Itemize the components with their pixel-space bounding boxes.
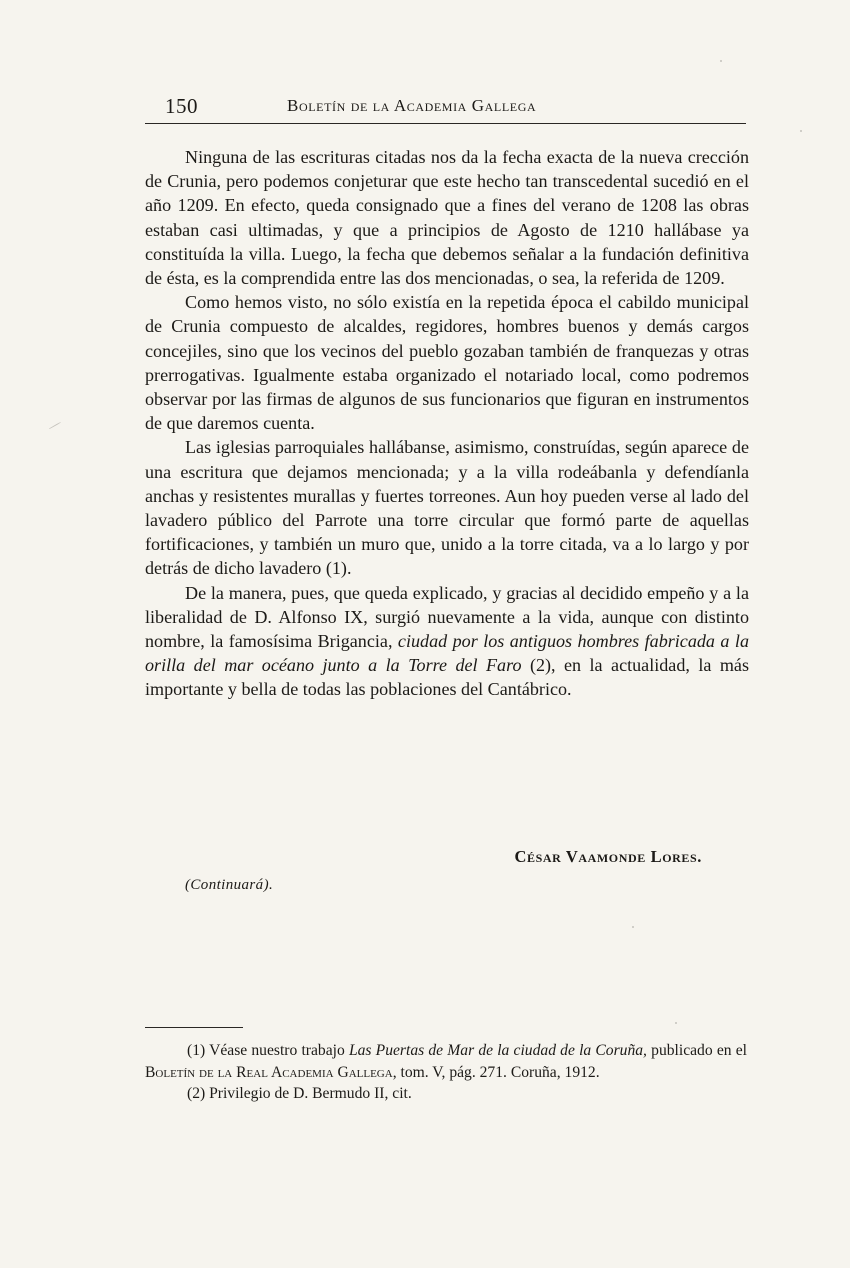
paragraph-4-start: De la manera, pues, que queda explicado, y gracias al decidido empeño y a la liberalidad de D. Alfonso IX, surgió nuevamente a la vida, aunque con distinto nombre, la famosísima Brigancia, — [145, 582, 749, 652]
paragraph-4-end: (2), en la actualidad, la más importante y bella de todas las poblaciones del Cantábrico. — [145, 655, 749, 700]
footnote-2: (2) Privilegio de D. Bermudo II, cit. — [187, 1085, 412, 1102]
footnote-rule — [145, 1027, 243, 1028]
footnote-1-journal: Boletín de la Real Academia Gallega — [145, 1063, 393, 1081]
scan-speck — [49, 422, 62, 430]
paragraph-3: Las iglesias parroquiales hallábanse, asimismo, construídas, según aparece de una escritura que dejamos mencionada; y a la villa rodeábanla y defendíanla anchas y resistentes murallas y fuertes torreones. Aun hoy pueden verse al lado del lavadero público del Parrote una torre circular que formó parte de aquellas fortificaciones, y también un muro que, unido a la torre citada, va a lo largo y por detrás de dicho lavadero (1). — [145, 437, 749, 579]
scan-speck — [800, 130, 802, 132]
author-signature: César Vaamonde Lores. — [514, 847, 702, 866]
page-number: 150 — [165, 94, 198, 118]
footnote-1-title: Las Puertas de Mar de la ciudad de la Coruña, — [348, 1042, 647, 1059]
paragraph-4 — [145, 581, 749, 702]
scan-speck — [632, 926, 634, 928]
body-text — [145, 145, 749, 702]
paragraph-1: Ninguna de las escrituras citadas nos da la fecha exacta de la nueva crección de Crunia, pero podemos conjeturar que este hecho tan transcedental sucedió en el año 1209. En efecto, queda consignado que a fines del verano de 1208 las obras estaban casi ultimadas, y que a principios de Agosto de 1210 hallábase ya constituída la villa. Luego, la fecha que debemos señalar a la fundación definitiva de ésta, es la comprendida entre las dos mencionadas, o sea, la referida de 1209. — [145, 147, 749, 289]
footnote-1-b: publicado en el — [646, 1042, 747, 1059]
page-header — [145, 92, 745, 122]
footnote-1 — [145, 1040, 747, 1083]
paragraph-4-quote: ciudad por los antiguos hombres fabricada a la orilla del mar océano junto a la Torre del Faro — [145, 631, 749, 676]
scan-speck — [675, 1022, 677, 1024]
header-rule — [145, 123, 746, 124]
running-title: Boletín de la Academia Gallega — [287, 96, 537, 115]
footnote-1-c: , tom. V, pág. 271. Coruña, 1912. — [392, 1063, 600, 1081]
footnotes — [145, 1040, 747, 1105]
paragraph-2: Como hemos visto, no sólo existía en la repetida época el cabildo municipal de Crunia compuesto de alcaldes, regidores, hombres buenos y demás cargos concejiles, sino que los vecinos del pueblo gozaban también de franquezas y otras prerrogativas. Igualmente estaba organizado el notariado local, como podremos observar por las firmas de algunos de sus funcionarios que figuran en instrumentos de que daremos cuenta. — [145, 292, 749, 434]
scan-speck — [720, 60, 722, 62]
footnote-1-a: (1) Véase nuestro trabajo — [187, 1042, 349, 1059]
continuation-note: (Continuará). — [185, 877, 274, 893]
